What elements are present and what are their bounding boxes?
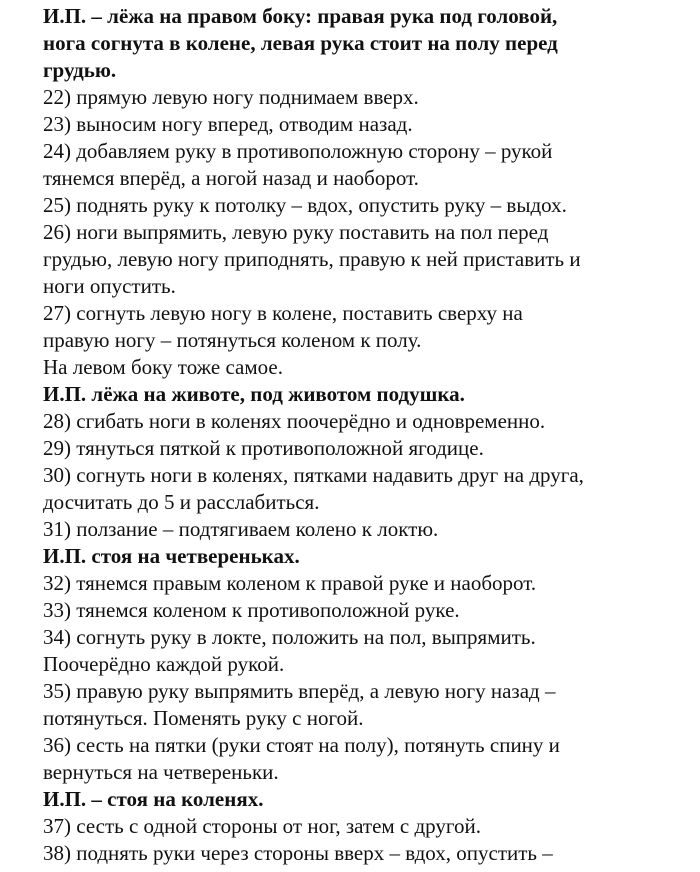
exercise-text-line: досчитать до 5 и расслабиться.	[43, 490, 320, 514]
exercise-text-line: вернуться на четвереньки.	[43, 760, 279, 784]
section-heading-line: И.П. – стоя на коленях.	[43, 787, 264, 811]
exercise-text-line: 36) сесть на пятки (руки стоят на полу), потянуть спину и	[43, 733, 560, 757]
exercise-text-line: ноги опустить.	[43, 274, 176, 298]
exercise-text-line: 28) сгибать ноги в коленях поочерёдно и одновременно.	[43, 409, 546, 433]
exercise-text-line: правую ногу – потянуться коленом к полу.	[43, 328, 422, 352]
section-heading-line: И.П. стоя на четвереньках.	[43, 544, 300, 568]
exercise-text-line: 29) тянуться пяткой к противоположной ягодице.	[43, 436, 484, 460]
exercise-text-line: 34) согнуть руку в локте, положить на пол, выпрямить.	[43, 625, 536, 649]
exercise-text-line: 31) ползание – подтягиваем колено к локтю.	[43, 517, 439, 541]
section-heading-line: грудью.	[43, 58, 117, 82]
exercise-text-line: 35) правую руку выпрямить вперёд, а левую ногу назад –	[43, 679, 556, 703]
exercise-text-line: 22) прямую левую ногу поднимаем вверх.	[43, 85, 419, 109]
exercise-text-line: 33) тянемся коленом к противоположной руке.	[43, 598, 460, 622]
document-body	[43, 3, 675, 867]
exercise-text-line: Поочерёдно каждой рукой.	[43, 652, 285, 676]
exercise-text-line: 30) согнуть ноги в коленях, пятками надавить друг на друга,	[43, 463, 584, 487]
exercise-text-line: 32) тянемся правым коленом к правой руке и наоборот.	[43, 571, 537, 595]
exercise-text-line: На левом боку тоже самое.	[43, 355, 283, 379]
exercise-text-line: 23) выносим ногу вперед, отводим назад.	[43, 112, 413, 136]
document-page	[43, 3, 675, 867]
section-heading-line: нога согнута в колене, левая рука стоит на полу перед	[43, 31, 558, 55]
exercise-text-line: тянемся вперёд, а ногой назад и наоборот.	[43, 166, 419, 190]
exercise-text-line: 26) ноги выпрямить, левую руку поставить на пол перед	[43, 220, 549, 244]
exercise-text-line: 25) поднять руку к потолку – вдох, опустить руку – выдох.	[43, 193, 567, 217]
exercise-text-line: 24) добавляем руку в противоположную сторону – рукой	[43, 139, 553, 163]
section-heading-line: И.П. – лёжа на правом боку: правая рука под головой,	[43, 4, 558, 28]
exercise-text-line: потянуться. Поменять руку с ногой.	[43, 706, 364, 730]
exercise-text-line: 37) сесть с одной стороны от ног, затем с другой.	[43, 814, 481, 838]
section-heading-line: И.П. лёжа на животе, под животом подушка.	[43, 382, 465, 406]
exercise-text-line: 38) поднять руки через стороны вверх – вдох, опустить –	[43, 841, 553, 865]
exercise-text-line: грудью, левую ногу приподнять, правую к ней приставить и	[43, 247, 581, 271]
exercise-text-line: 27) согнуть левую ногу в колене, поставить сверху на	[43, 301, 523, 325]
